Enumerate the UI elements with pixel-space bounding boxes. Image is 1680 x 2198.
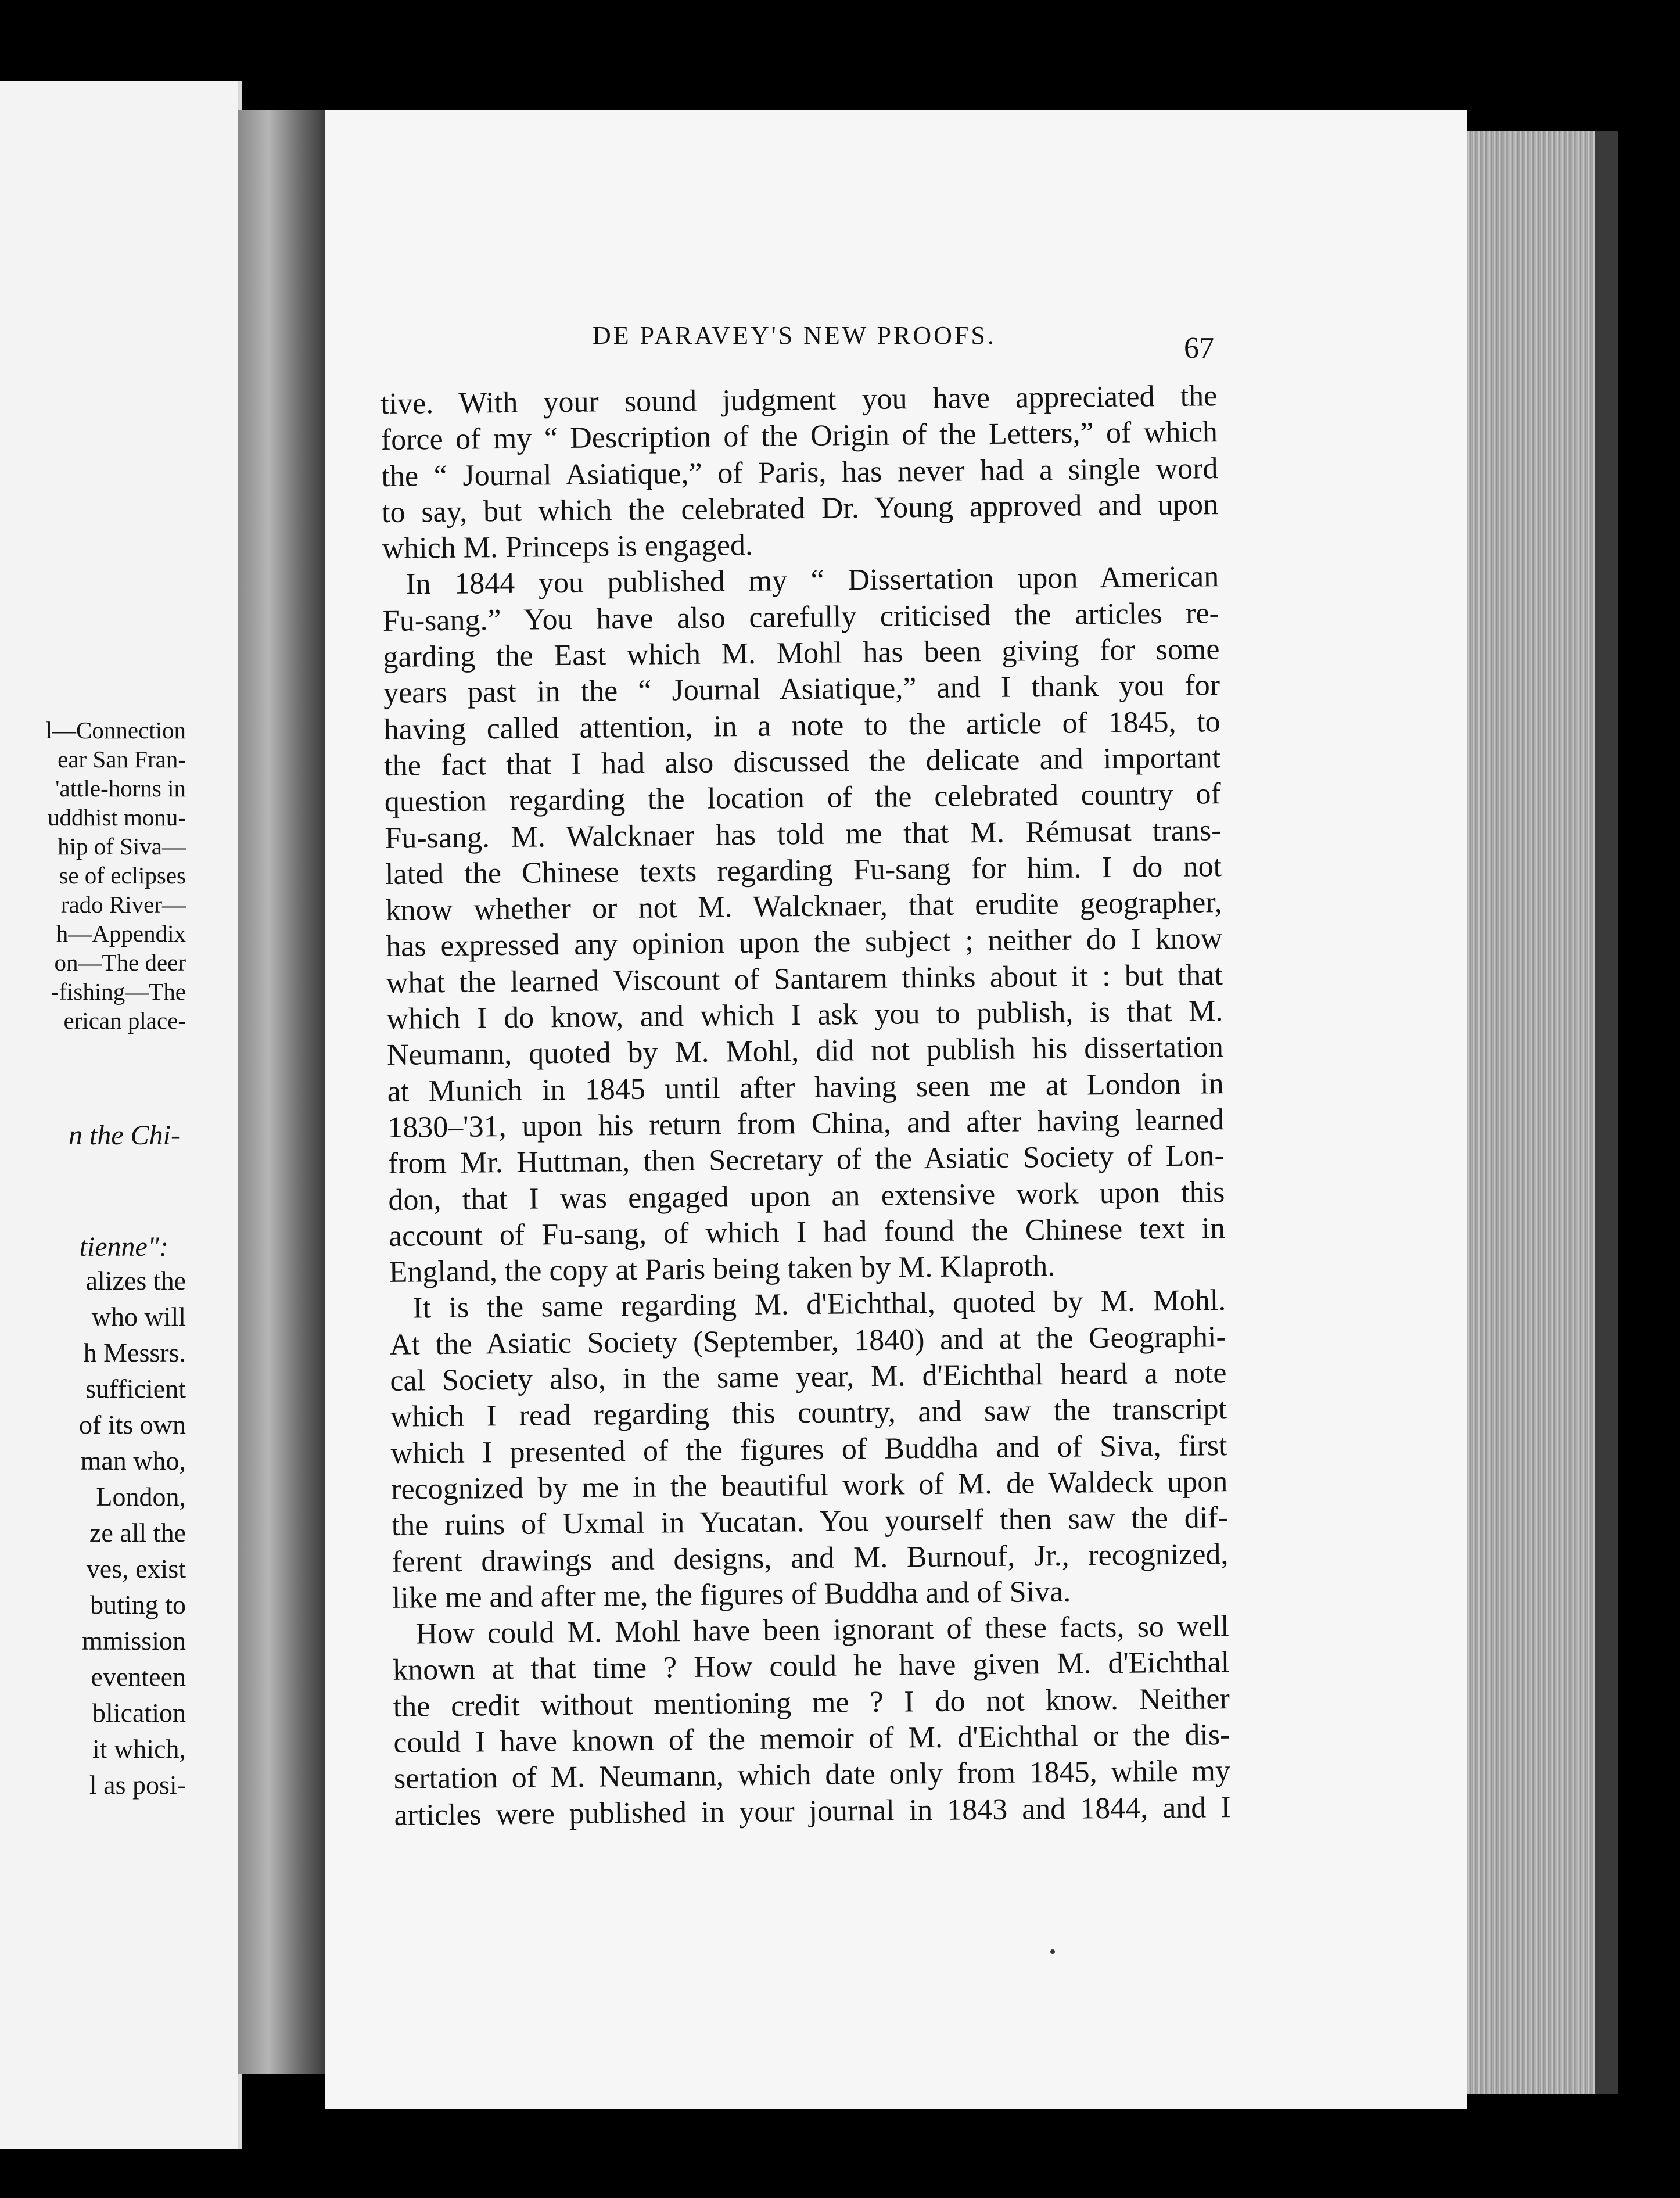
text-line: the fact that I had also discussed the delicate and important — [383, 741, 1221, 782]
text-line: which I read regarding this country, and saw the transcript — [390, 1392, 1227, 1434]
left-index-line: hip of Siva— — [58, 833, 186, 860]
text-line: at Munich in 1845 until after having seen me at London in — [387, 1066, 1224, 1108]
text-line: articles were published in your journal in 1843 and 1844, and I — [394, 1790, 1231, 1832]
text-line: Neumann, quoted by M. Mohl, did not publish his dissertation — [386, 1030, 1224, 1072]
left-body-line: h Messrs. — [83, 1338, 186, 1367]
text-line: which M. Princeps is engaged. — [382, 529, 753, 566]
ink-speck — [1050, 1949, 1055, 1954]
text-line: years past in the “ Journal Asiatique,” and I thank you for — [383, 669, 1220, 710]
text-line: which I presented of the figures of Buddha and of Siva, first — [390, 1428, 1227, 1470]
text-line: the “ Journal Asiatique,” of Paris, has never had a single word — [381, 451, 1218, 493]
text-line: known at that time ? How could he have given M. d'Eichthal — [392, 1646, 1230, 1687]
text-line: lated the Chinese texts regarding Fu-sang for him. I do not — [385, 849, 1222, 891]
left-body-line: it which, — [92, 1734, 186, 1764]
left-body-line: ves, exist — [86, 1554, 186, 1583]
left-body-line: l as posi- — [89, 1770, 186, 1800]
book-gutter — [238, 110, 325, 2074]
text-line: tive. With your sound judgment you have appreciated the — [380, 379, 1218, 421]
body-text — [380, 378, 1231, 1834]
left-index-line: l—Connection — [45, 717, 186, 744]
text-line: the ruins of Uxmal in Yucatan. You yourself then saw the dif- — [391, 1501, 1229, 1543]
text-line: question regarding the location of the celebrated country of — [384, 777, 1222, 819]
text-line: sertation of M. Neumann, which date only from 1845, while my — [393, 1754, 1231, 1796]
text-line: which I do know, and which I ask you to publish, is that M. — [386, 994, 1223, 1036]
page-number: 67 — [1184, 332, 1214, 365]
left-facing-page — [0, 81, 242, 2149]
text-line: ferent drawings and designs, and M. Burnouf, Jr., recognized, — [392, 1537, 1229, 1579]
left-italic-heading: n the Chi- — [69, 1120, 180, 1151]
text-line: cal Society also, in the same year, M. d'Eichthal heard a note — [390, 1356, 1227, 1398]
text-line: garding the East which M. Mohl has been giving for some — [383, 633, 1220, 674]
left-index-line: ear San Fran- — [58, 746, 186, 773]
text-line: know whether or not M. Walcknaer, that erudite geographer, — [385, 886, 1222, 928]
text-line: from Mr. Huttman, then Secretary of the Asiatic Society of Lon- — [387, 1139, 1225, 1181]
left-body-line: sufficient — [85, 1374, 186, 1403]
text-line: having called attention, in a note to the article of 1845, to — [383, 705, 1220, 746]
left-italic-heading: tienne": — [79, 1231, 168, 1262]
left-body-line: blication — [92, 1698, 186, 1727]
text-line: don, that I was engaged upon an extensive work upon this — [388, 1175, 1225, 1217]
text-line: England, the copy at Paris being taken by M. Klaproth. — [389, 1249, 1056, 1290]
text-line: How could M. Mohl have been ignorant of these facts, so well — [415, 1610, 1229, 1651]
left-body-line: man who, — [80, 1446, 186, 1475]
left-index-line: uddhist monu- — [47, 804, 186, 831]
text-line: could I have known of the memoir of M. d'Eichthal or the dis- — [393, 1718, 1230, 1759]
text-line: recognized by me in the beautiful work of M. de Waldeck upon — [390, 1464, 1228, 1506]
text-line: 1830–'31, upon his return from China, and after having learned — [387, 1103, 1225, 1144]
running-head: DE PARAVEY'S NEW PROOFS. — [593, 321, 996, 350]
left-index-line: 'attle-horns in — [55, 775, 186, 802]
left-body-line: eventeen — [91, 1662, 186, 1691]
left-body-line: London, — [96, 1482, 186, 1511]
left-index-line: h—Appendix — [56, 920, 186, 947]
text-line: Fu-sang. M. Walcknaer has told me that M. Rémusat trans- — [385, 813, 1222, 855]
text-line: Fu-sang.” You have also carefully criticised the articles re- — [382, 596, 1220, 638]
text-line: It is the same regarding M. d'Eichthal, quoted by M. Mohl. — [412, 1284, 1226, 1325]
page-edges — [1467, 131, 1618, 2094]
text-line: In 1844 you published my “ Dissertation upon American — [405, 560, 1219, 602]
left-index-line: on—The deer — [54, 949, 186, 976]
text-line: force of my “ Description of the Origin of the Letters,” of which — [380, 415, 1218, 457]
left-index-line: -fishing—The — [51, 978, 186, 1005]
left-body-line: mmission — [82, 1626, 186, 1655]
text-line: the credit without mentioning me ? I do not know. Neither — [393, 1682, 1230, 1723]
text-line: what the learned Viscount of Santarem thinks about it : but that — [386, 958, 1223, 1000]
text-line: has expressed any opinion upon the subject ; neither do I know — [385, 922, 1223, 964]
left-body-line: buting to — [90, 1590, 186, 1619]
text-line: to say, but which the celebrated Dr. Young approved and upon — [381, 488, 1219, 529]
text-line: At the Asiatic Society (September, 1840) and at the Geographi- — [389, 1320, 1227, 1362]
left-body-line: alizes the — [85, 1266, 186, 1295]
left-body-line: of its own — [79, 1410, 186, 1439]
left-body-line: who will — [91, 1302, 186, 1331]
left-body-line: ze all the — [89, 1518, 186, 1547]
left-index-line: rado River— — [60, 891, 186, 918]
left-index-line: erican place- — [63, 1007, 186, 1034]
left-index-line: se of eclipses — [59, 862, 186, 889]
text-line: like me and after me, the figures of Buddha and of Siva. — [392, 1575, 1071, 1615]
text-line: account of Fu-sang, of which I had found the Chinese text in — [388, 1211, 1226, 1253]
